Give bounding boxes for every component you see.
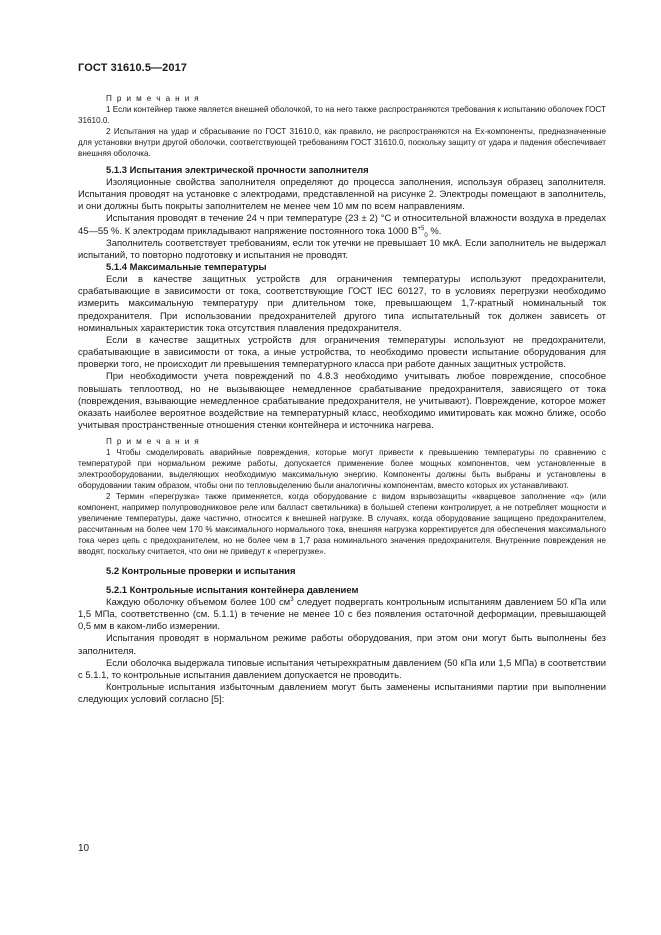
paragraph: Контрольные испытания избыточным давлением могут быть заменены испытаниями партии при выполнении следующих условий согласно [5]:	[78, 682, 606, 706]
note-item: 2 Испытания на удар и сбрасывание по ГОСТ 31610.0, как правило, не распространяются на Ex-компоненты, предназначенные для установки внутри другой оболочки, соответствующей требованиям ГОСТ 31610.0, поскольку защиту от удара и падения обеспечивает внешняя оболочка.	[78, 126, 606, 158]
notes-title: П р и м е ч а н и я	[106, 437, 201, 447]
note-item: 1 Если контейнер также является внешней оболочкой, то на него также распространяются требования к испытанию оболочек ГОСТ 31610.0.	[78, 104, 606, 125]
paragraph: Испытания проводят в течение 24 ч при температуре (23 ± 2) °С и относительной влажности воздуха в пределах 45—55 %. К электродам прикладывают напряжение постоянного тока 1000 $В^{+5}_0$ %.	[78, 213, 606, 239]
paragraph: Заполнитель соответствует требованиям, если ток утечки не превышает 10 мкА. Если заполнитель не выдержал испытаний, то повторно подготовку и испытания не проводят.	[78, 237, 606, 261]
notes-block-2	[78, 437, 606, 557]
paragraph: Каждую оболочку объемом более 100 $см^3$ следует подвергать контрольным испытаниям давлением 50 кПа или 1,5 МПа, соответственно (см. 5.1.1) в течение не менее 10 с без появления остаточной деформации, превышающей 0,5 мм в каком-либо измерении.	[78, 596, 606, 633]
paragraph: Если в качестве защитных устройств для ограничения температуры используют предохранители, срабатывающие в зависимости от тока, соответствующие ГОСТ IEC 60127, то в условиях перегрузки необходимо измерить максимальную температуру при длительном токе, превышающем 1,7-кратный номинальный ток предохранителя. При использовании предохранителей другого типа испытательный ток должен зависеть от номинальных характеристик тока отсутствия плавления предохранителя.	[78, 274, 606, 334]
paragraph: Если в качестве защитных устройств для ограничения температуры используют не предохранители, срабатывающие в зависимости от тока, а иные устройства, то необходимо провести испытание оборудования для проверки того, не происходит ли превышения температурного класса при работе данных защитных устройств.	[78, 334, 606, 371]
note-item: 1 Чтобы смоделировать аварийные повреждения, которые могут привести к превышению температуры по сравнению с температурой при нормальном режиме работы, допускается применение более мощных компонентов, чем установленные в электрооборудовании, выделяющих необходимую максимальную энергию. Компоненты должны быть выбраны и установлены в оборудовании таким образом, чтобы они по тепловыделению были аналогичны компонентам, вместо которых их устанавливают.	[78, 448, 606, 490]
paragraph: При необходимости учета повреждений по 4.8.3 необходимо учитывать любое повреждение, способное повышать теплоотвод, но не вызывающее немедленное срабатывание предохранителя, зависящего от тока (повреждения, взывающие немедленное срабатывание предохранителя, не учитывают). Повреждение, которое может оказать наиболее вероятное воздействие на температурный класс, необходимо имитировать как можно ближе, особо учитывая пространственные отношения стенки контейнера и источника нагрева.	[78, 371, 606, 431]
paragraph: Если оболочка выдержала типовые испытания четырехкратным давлением (50 кПа или 1,5 МПа) в соответствии с 5.1.1, то контрольные испытания давлением допускается не проводить.	[78, 657, 606, 681]
note-item: 2 Термин «перегрузка» также применяется, когда оборудование с видом взрывозащиты «кварцевое заполнение «q» (или компонент, например полупроводниковое реле или балласт светильника) в большей степени контролирует, а не потребляет мощности и увеличение температуры, даже частично, относится к внешней нагрузке. В случаях, когда оборудование защищено предохранителем, рассчитанным на более чем 170 % максимального нормального тока, внешняя нагрузка корректируется для обеспечения максимального тока через цепь с предохранителем, но не более чем в 1,7 раза номинального значения предохранителя. Внутренние повреждения не вводят, поскольку считается, что они не приведут к «перегрузке».	[78, 491, 606, 556]
document-header: ГОСТ 31610.5—2017	[78, 62, 188, 74]
section-heading: 5.2 Контрольные проверки и испытания	[106, 565, 296, 577]
notes-block-1	[78, 94, 606, 160]
paragraph: Изоляционные свойства заполнителя определяют до процесса заполнения, используя образец заполнителя. Испытания проводят на установке с электродами, представленной на рисунке 2. Электроды помещают в заполнитель, и они должны быть покрыты заполнителем не менее чем 10 мм по всем направлениям.	[78, 176, 606, 213]
section-heading: 5.1.3 Испытания электрической прочности заполнителя	[106, 164, 369, 176]
paragraph: Испытания проводят в нормальном режиме работы оборудования, при этом они могут быть выполнены без заполнителя.	[78, 633, 606, 657]
section-5-2	[78, 566, 606, 707]
page-number: 10	[78, 843, 90, 854]
page-content	[78, 94, 606, 706]
section-heading: 5.1.4 Максимальные температуры	[106, 261, 267, 273]
notes-title: П р и м е ч а н и я	[106, 94, 201, 103]
section-5-1-4	[78, 262, 606, 432]
subsection-heading: 5.2.1 Контрольные испытания контейнера давлением	[106, 584, 359, 596]
section-5-1-3	[78, 165, 606, 262]
